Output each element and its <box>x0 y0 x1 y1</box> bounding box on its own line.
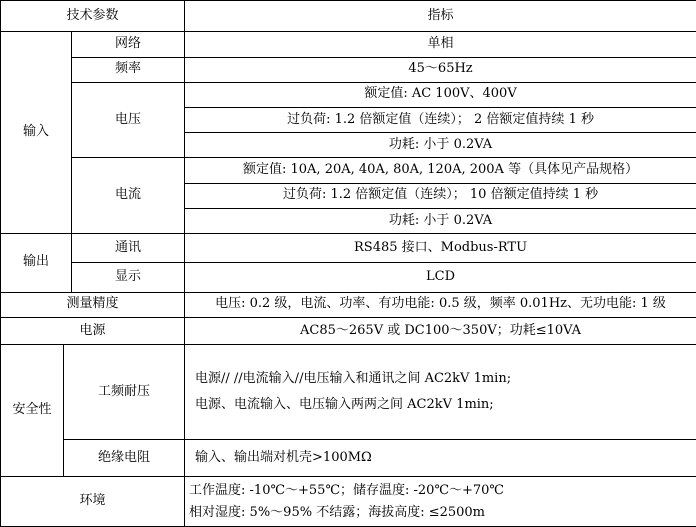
insulation-value: 输入、输出端对机壳>100MΩ <box>185 440 696 477</box>
withstand-line-2: 电源、电流输入、电压输入两两之间 AC2kV 1min; <box>195 397 494 413</box>
withstand-line-1: 电源// //电流输入//电压输入和通讯之间 AC2kV 1min; <box>195 371 512 387</box>
voltage-overload: 过负荷: 1.2 倍额定值（连续）； 2 倍额定值持续 1 秒 <box>185 108 696 133</box>
accuracy-value: 电压: 0.2 级，电流、功率、有功电能: 0.5 级，频率 0.01Hz、无功电能: 1 级 <box>185 292 696 317</box>
environment-value <box>185 477 696 527</box>
environment-label: 环境 <box>1 477 185 527</box>
table-row <box>1 477 696 527</box>
voltage-rated: 额定值: AC 100V、400V <box>185 82 696 107</box>
withstand-value <box>185 345 696 440</box>
accuracy-label: 测量精度 <box>1 292 185 317</box>
current-label: 电流 <box>72 158 185 234</box>
network-value: 单相 <box>185 32 696 57</box>
power-supply-value: AC85～265V 或 DC100～350V；功耗≤10VA <box>185 317 696 344</box>
header-spec: 指标 <box>185 1 696 32</box>
power-supply-label: 电源 <box>1 317 185 344</box>
environment-line-1: 工作温度: -10℃～+55℃；储存温度: -20℃～+70℃ <box>189 482 504 498</box>
frequency-value: 45～65Hz <box>185 57 696 82</box>
table-row <box>1 234 696 263</box>
comm-value: RS485 接口、Modbus-RTU <box>185 234 696 263</box>
current-rated: 额定值: 10A, 20A, 40A, 80A, 120A, 200A 等（具体见产品规格） <box>185 158 696 183</box>
safety-group-label: 安全性 <box>1 345 64 477</box>
frequency-label: 频率 <box>72 57 185 82</box>
environment-line-2: 相对湿度: 5%～95% 不结露；海拔高度: ≤2500m <box>189 504 486 520</box>
current-power: 功耗: 小于 0.2VA <box>185 208 696 233</box>
insulation-label: 绝缘电阻 <box>64 440 185 477</box>
table-row <box>1 57 696 82</box>
table-row <box>1 440 696 477</box>
network-label: 网络 <box>72 32 185 57</box>
table-row <box>1 263 696 292</box>
output-group-label: 输出 <box>1 234 72 293</box>
current-overload: 过负荷: 1.2 倍额定值（连续）； 10 倍额定值持续 1 秒 <box>185 183 696 208</box>
table-row <box>1 317 696 344</box>
table-row <box>1 292 696 317</box>
header-param: 技术参数 <box>1 1 185 32</box>
voltage-label: 电压 <box>72 82 185 158</box>
table-row <box>1 158 696 183</box>
table-row <box>1 82 696 107</box>
display-value: LCD <box>185 263 696 292</box>
input-group-label: 输入 <box>1 32 72 234</box>
table-row <box>1 345 696 440</box>
table-row <box>1 32 696 57</box>
display-label: 显示 <box>72 263 185 292</box>
withstand-label: 工频耐压 <box>64 345 185 440</box>
voltage-power: 功耗: 小于 0.2VA <box>185 133 696 158</box>
comm-label: 通讯 <box>72 234 185 263</box>
header-row <box>1 1 696 32</box>
